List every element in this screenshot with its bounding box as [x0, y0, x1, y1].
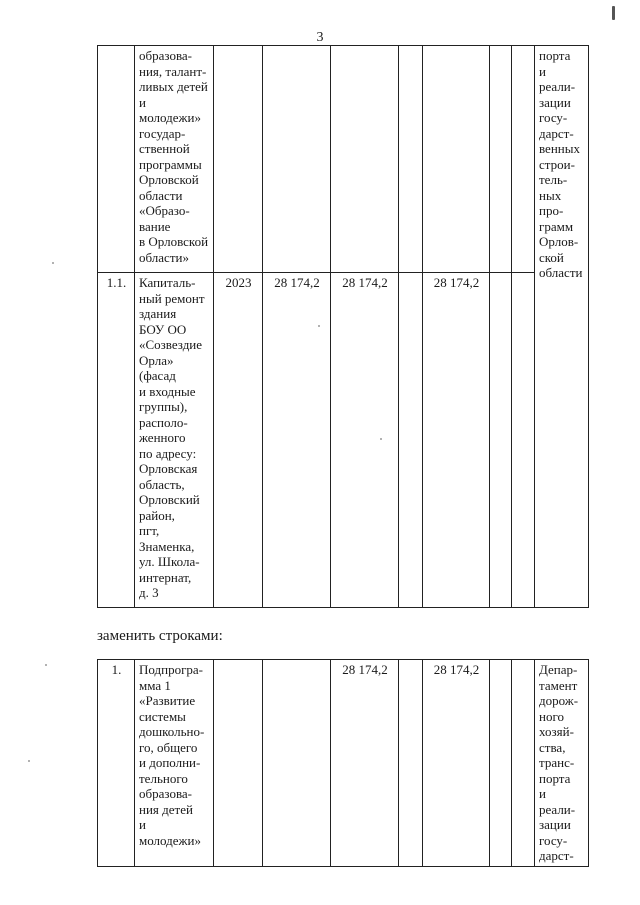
amount-cell: 28 174,2 [331, 660, 399, 867]
amount-cell [490, 46, 512, 273]
row-number-cell: 1.1. [98, 273, 135, 608]
amount-cell [512, 660, 535, 867]
year-cell [214, 660, 263, 867]
amount-cell [512, 273, 535, 608]
amount-cell: 28 174,2 [331, 273, 399, 608]
executor-cell: Депар- тамент дорож- ного хозяй- ства, транс- порта и реали- зации госу- дарст- [535, 660, 589, 867]
amount-cell [512, 46, 535, 273]
scan-mark [612, 6, 615, 20]
scan-speck [380, 438, 382, 440]
scan-speck [52, 262, 54, 264]
table-row [98, 273, 589, 608]
amount-cell [490, 273, 512, 608]
amount-cell [331, 46, 399, 273]
total-amount-cell [263, 46, 331, 273]
row-number-cell: 1. [98, 660, 135, 867]
total-amount-cell: 28 174,2 [263, 273, 331, 608]
amount-cell [490, 660, 512, 867]
table-row [98, 46, 589, 273]
amount-cell: 28 174,2 [423, 273, 490, 608]
total-amount-cell [263, 660, 331, 867]
amount-cell [423, 46, 490, 273]
replace-instruction: заменить строками: [97, 628, 223, 644]
scan-speck [28, 760, 30, 762]
year-cell: 2023 [214, 273, 263, 608]
event-name-cell: Капиталь- ный ремонт здания БОУ ОО «Созвездие Орла» (фасад и входные группы), располо- женного по адресу: Орловская область, Орловский район, пгт, Знаменка, ул. Школа- интернат, д. 3 [135, 273, 214, 608]
row-number-cell [98, 46, 135, 273]
scan-speck [318, 325, 320, 327]
budget-table-top [97, 45, 589, 608]
amount-cell [399, 660, 423, 867]
executor-cell: порта и реали- зации госу- дарст- венных строи- тель- ных про- грамм Орлов- ской области [535, 46, 589, 608]
table-row [98, 660, 589, 867]
year-cell [214, 46, 263, 273]
amount-cell [399, 46, 423, 273]
event-name-cell: Подпрогра- мма 1 «Развитие системы дошкольно- го, общего и дополни- тельного образова- ния детей и молодежи» [135, 660, 214, 867]
budget-table-bottom [97, 659, 589, 867]
event-name-cell: образова- ния, талант- ливых детей и молодежи» государ- ственной программы Орловской области «Образо- вание в Орловской области» [135, 46, 214, 273]
page-number: 3 [316, 30, 324, 45]
amount-cell: 28 174,2 [423, 660, 490, 867]
amount-cell [399, 273, 423, 608]
scan-speck [45, 664, 47, 666]
